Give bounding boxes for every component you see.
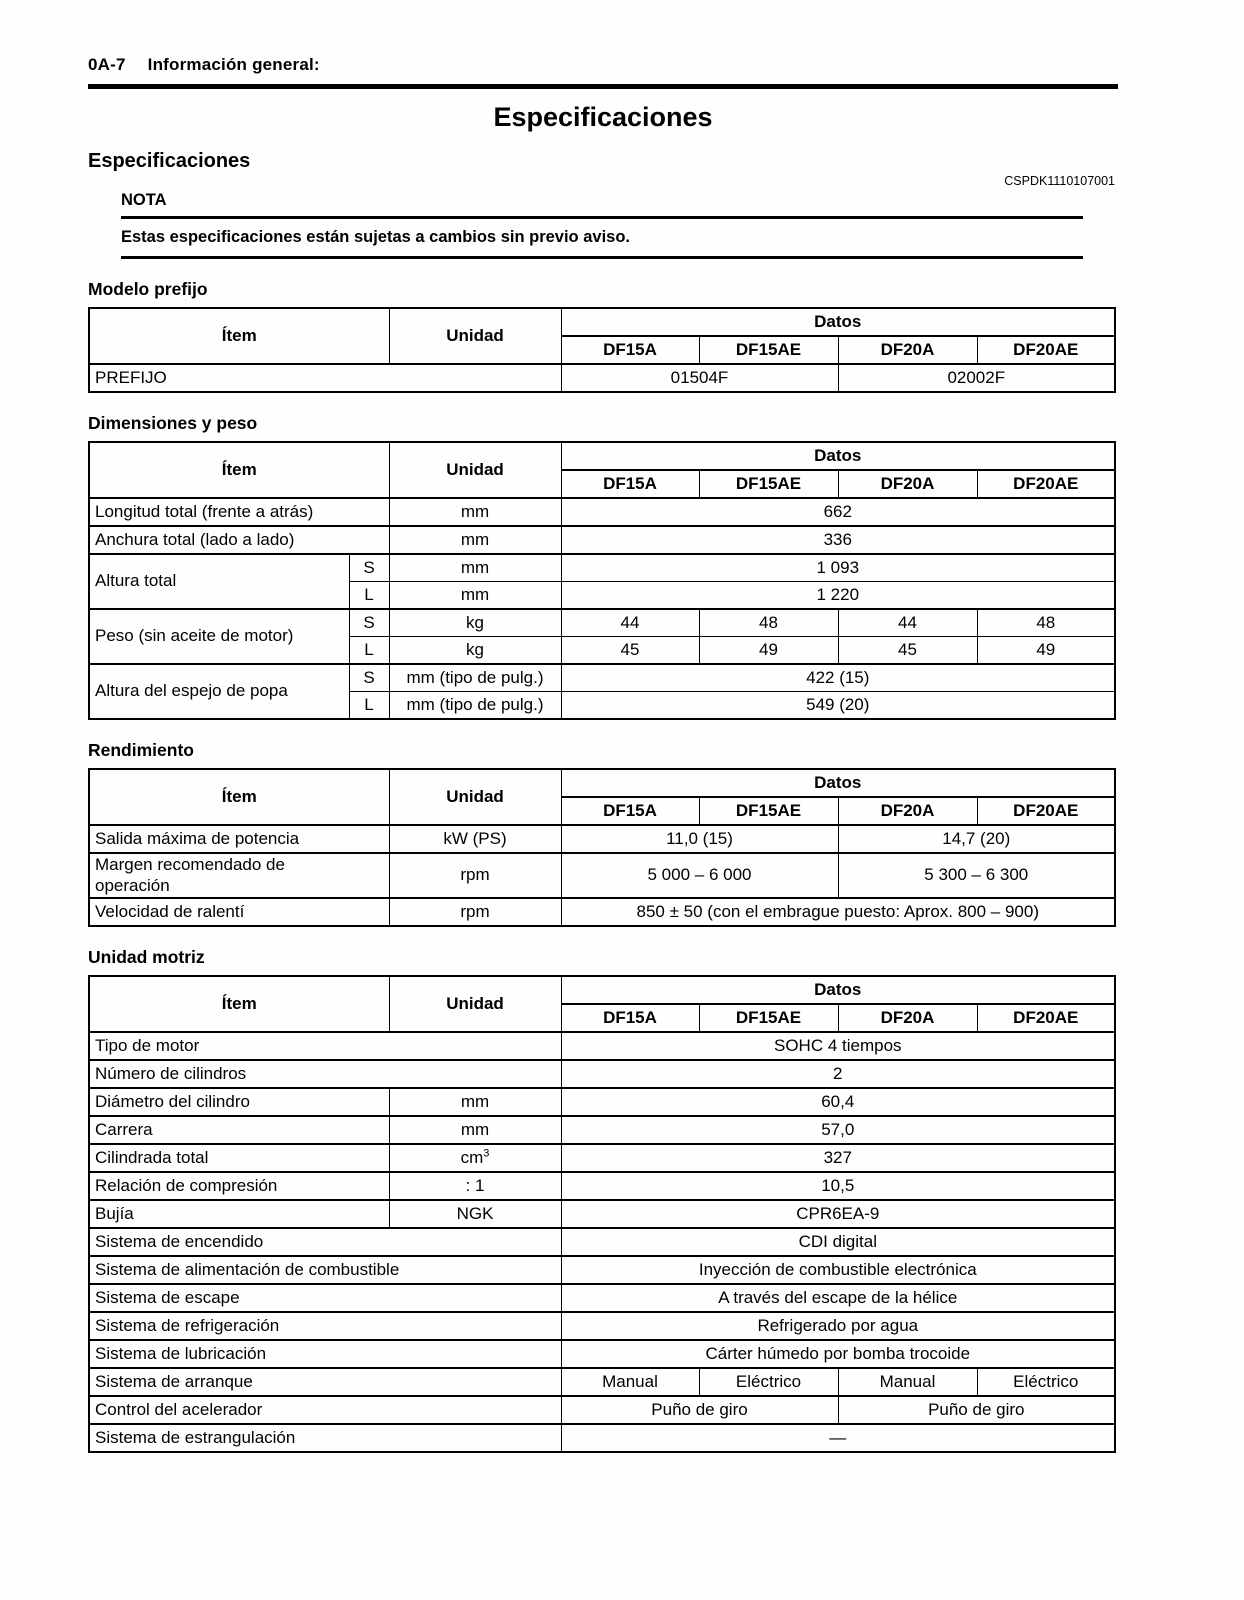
- col-header-model-df15a: DF15A: [561, 797, 699, 825]
- power-unit-table: [88, 975, 1116, 1453]
- value-cell: 14,7 (20): [838, 825, 1115, 853]
- table-row: [89, 1116, 1115, 1144]
- col-header-unit: Unidad: [389, 308, 561, 364]
- col-header-model-df15ae: DF15AE: [699, 336, 838, 364]
- value-cell: Eléctrico: [977, 1368, 1115, 1396]
- item-cell: Relación de compresión: [89, 1172, 389, 1200]
- value-cell: 11,0 (15): [561, 825, 838, 853]
- unit-superscript: 3: [483, 1147, 490, 1160]
- page-header: [88, 55, 1118, 89]
- value-cell: 10,5: [561, 1172, 1115, 1200]
- item-cell: Control del acelerador: [89, 1396, 561, 1424]
- value-cell: SOHC 4 tiempos: [561, 1032, 1115, 1060]
- col-header-model-df20a: DF20A: [838, 1004, 977, 1032]
- value-cell: 1 093: [561, 554, 1115, 582]
- col-header-unit: Unidad: [389, 769, 561, 825]
- value-cell: Cárter húmedo por bomba trocoide: [561, 1340, 1115, 1368]
- col-header-model-df20ae: DF20AE: [977, 797, 1115, 825]
- section-heading: Especificaciones: [88, 150, 251, 172]
- value-cell: 45: [561, 637, 699, 665]
- col-header-item: Ítem: [89, 442, 389, 498]
- item-cell: Longitud total (frente a atrás): [89, 498, 389, 526]
- item-cell: Sistema de lubricación: [89, 1340, 561, 1368]
- unit-cell: [389, 1144, 561, 1172]
- table-row: [89, 1396, 1115, 1424]
- value-cell: 49: [977, 637, 1115, 665]
- unit-cell: mm (tipo de pulg.): [389, 664, 561, 692]
- item-cell: Peso (sin aceite de motor): [89, 609, 349, 664]
- item-cell: Sistema de encendido: [89, 1228, 561, 1256]
- item-cell: Número de cilindros: [89, 1060, 561, 1088]
- col-header-datos: Datos: [561, 769, 1115, 797]
- col-header-datos: Datos: [561, 976, 1115, 1004]
- item-cell: Sistema de escape: [89, 1284, 561, 1312]
- value-cell: 60,4: [561, 1088, 1115, 1116]
- col-header-model-df15a: DF15A: [561, 1004, 699, 1032]
- unit-cell: kg: [389, 609, 561, 637]
- sl-cell: L: [349, 637, 389, 665]
- table-row: [89, 1172, 1115, 1200]
- table-row: [89, 853, 1115, 898]
- unit-cell: rpm: [389, 898, 561, 926]
- unit-cell: mm: [389, 1116, 561, 1144]
- unit-cell: kW (PS): [389, 825, 561, 853]
- col-header-model-df15ae: DF15AE: [699, 1004, 838, 1032]
- value-cell: 1 220: [561, 582, 1115, 610]
- item-cell: [89, 853, 389, 898]
- value-cell: 336: [561, 526, 1115, 554]
- performance-heading: Rendimiento: [88, 740, 194, 760]
- performance-table: [88, 768, 1116, 927]
- item-cell: Carrera: [89, 1116, 389, 1144]
- table-row: [89, 1312, 1115, 1340]
- col-header-unit: Unidad: [389, 442, 561, 498]
- table-row: [89, 554, 1115, 582]
- unit-cell: mm: [389, 526, 561, 554]
- value-cell: 2: [561, 1060, 1115, 1088]
- col-header-model-df20a: DF20A: [838, 470, 977, 498]
- item-cell: Anchura total (lado a lado): [89, 526, 389, 554]
- unit-cell: mm: [389, 554, 561, 582]
- item-cell: PREFIJO: [89, 364, 561, 392]
- item-cell: Bujía: [89, 1200, 389, 1228]
- chapter-title: Información general:: [147, 55, 320, 74]
- table-row: [89, 1340, 1115, 1368]
- table-row: [89, 364, 1115, 392]
- col-header-datos: Datos: [561, 308, 1115, 336]
- item-cell: Sistema de estrangulación: [89, 1424, 561, 1452]
- item-cell: Sistema de refrigeración: [89, 1312, 561, 1340]
- item-cell: Diámetro del cilindro: [89, 1088, 389, 1116]
- item-cell: Velocidad de ralentí: [89, 898, 389, 926]
- dimensions-heading: Dimensiones y peso: [88, 413, 258, 433]
- item-cell: Altura total: [89, 554, 349, 609]
- col-header-datos: Datos: [561, 442, 1115, 470]
- table-row: [89, 898, 1115, 926]
- unit-cell: mm: [389, 1088, 561, 1116]
- unit-base: cm: [460, 1148, 484, 1168]
- table-row: [89, 526, 1115, 554]
- item-cell: Sistema de alimentación de combustible: [89, 1256, 561, 1284]
- sl-cell: L: [349, 582, 389, 610]
- table-row: [89, 825, 1115, 853]
- col-header-model-df20ae: DF20AE: [977, 1004, 1115, 1032]
- value-cell: CDI digital: [561, 1228, 1115, 1256]
- col-header-item: Ítem: [89, 769, 389, 825]
- model-prefix-table: [88, 307, 1116, 393]
- table-row: [89, 769, 1115, 797]
- value-cell: 57,0: [561, 1116, 1115, 1144]
- table-row: [89, 1032, 1115, 1060]
- table-row: [89, 1228, 1115, 1256]
- table-row: [89, 1424, 1115, 1452]
- page-number: 0A-7: [88, 55, 126, 74]
- unit-cell: : 1: [389, 1172, 561, 1200]
- value-cell: 45: [838, 637, 977, 665]
- col-header-unit: Unidad: [389, 976, 561, 1032]
- table-row: [89, 498, 1115, 526]
- note-text: Estas especificaciones están sujetas a cambios sin previo aviso.: [121, 219, 1083, 259]
- col-header-model-df15ae: DF15AE: [699, 797, 838, 825]
- item-label: Margen recomendado de operación: [95, 855, 285, 895]
- sl-cell: L: [349, 692, 389, 720]
- value-cell: 44: [561, 609, 699, 637]
- value-cell: Refrigerado por agua: [561, 1312, 1115, 1340]
- item-cell: Sistema de arranque: [89, 1368, 561, 1396]
- note-block: [121, 191, 1083, 259]
- table-row: [89, 1060, 1115, 1088]
- table-row: [89, 976, 1115, 1004]
- unit-cell: NGK: [389, 1200, 561, 1228]
- col-header-model-df20a: DF20A: [838, 336, 977, 364]
- value-cell: —: [561, 1424, 1115, 1452]
- dimensions-table: [88, 441, 1116, 720]
- value-cell: Puño de giro: [838, 1396, 1115, 1424]
- value-cell: 549 (20): [561, 692, 1115, 720]
- value-cell: CPR6EA-9: [561, 1200, 1115, 1228]
- col-header-model-df20ae: DF20AE: [977, 470, 1115, 498]
- table-row: [89, 1368, 1115, 1396]
- table-row: [89, 609, 1115, 637]
- value-cell: Inyección de combustible electrónica: [561, 1256, 1115, 1284]
- value-cell: 48: [699, 609, 838, 637]
- unit-cell: mm (tipo de pulg.): [389, 692, 561, 720]
- value-cell: Puño de giro: [561, 1396, 838, 1424]
- value-cell: Manual: [838, 1368, 977, 1396]
- value-cell: 850 ± 50 (con el embrague puesto: Aprox. 800 – 900): [561, 898, 1115, 926]
- value-cell: 01504F: [561, 364, 838, 392]
- doc-title: Especificaciones: [493, 102, 713, 132]
- value-cell: 327: [561, 1144, 1115, 1172]
- value-cell: 662: [561, 498, 1115, 526]
- sl-cell: S: [349, 609, 389, 637]
- doc-code: CSPDK1110107001: [1004, 174, 1115, 188]
- sl-cell: S: [349, 554, 389, 582]
- unit-cell: rpm: [389, 853, 561, 898]
- col-header-model-df15a: DF15A: [561, 470, 699, 498]
- value-cell: Manual: [561, 1368, 699, 1396]
- note-label: NOTA: [121, 191, 1083, 219]
- col-header-item: Ítem: [89, 976, 389, 1032]
- model-prefix-heading: Modelo prefijo: [88, 279, 208, 299]
- table-row: [89, 442, 1115, 470]
- value-cell: 422 (15): [561, 664, 1115, 692]
- value-cell: 5 000 – 6 000: [561, 853, 838, 898]
- item-cell: Cilindrada total: [89, 1144, 389, 1172]
- table-row: [89, 1088, 1115, 1116]
- table-row: [89, 1284, 1115, 1312]
- value-cell: 48: [977, 609, 1115, 637]
- value-cell: 44: [838, 609, 977, 637]
- table-row: [89, 308, 1115, 336]
- unit-cell: kg: [389, 637, 561, 665]
- col-header-model-df15ae: DF15AE: [699, 470, 838, 498]
- col-header-item: Ítem: [89, 308, 389, 364]
- col-header-model-df15a: DF15A: [561, 336, 699, 364]
- value-cell: 5 300 – 6 300: [838, 853, 1115, 898]
- item-cell: Salida máxima de potencia: [89, 825, 389, 853]
- table-row: [89, 664, 1115, 692]
- col-header-model-df20a: DF20A: [838, 797, 977, 825]
- unit-cell: mm: [389, 582, 561, 610]
- item-cell: Tipo de motor: [89, 1032, 561, 1060]
- value-cell: 49: [699, 637, 838, 665]
- power-unit-heading: Unidad motriz: [88, 947, 205, 968]
- value-cell: 02002F: [838, 364, 1115, 392]
- table-row: [89, 1256, 1115, 1284]
- sl-cell: S: [349, 664, 389, 692]
- table-row: [89, 1144, 1115, 1172]
- unit-cell: mm: [389, 498, 561, 526]
- value-cell: Eléctrico: [699, 1368, 838, 1396]
- item-cell: Altura del espejo de popa: [89, 664, 349, 719]
- col-header-model-df20ae: DF20AE: [977, 336, 1115, 364]
- table-row: [89, 1200, 1115, 1228]
- value-cell: A través del escape de la hélice: [561, 1284, 1115, 1312]
